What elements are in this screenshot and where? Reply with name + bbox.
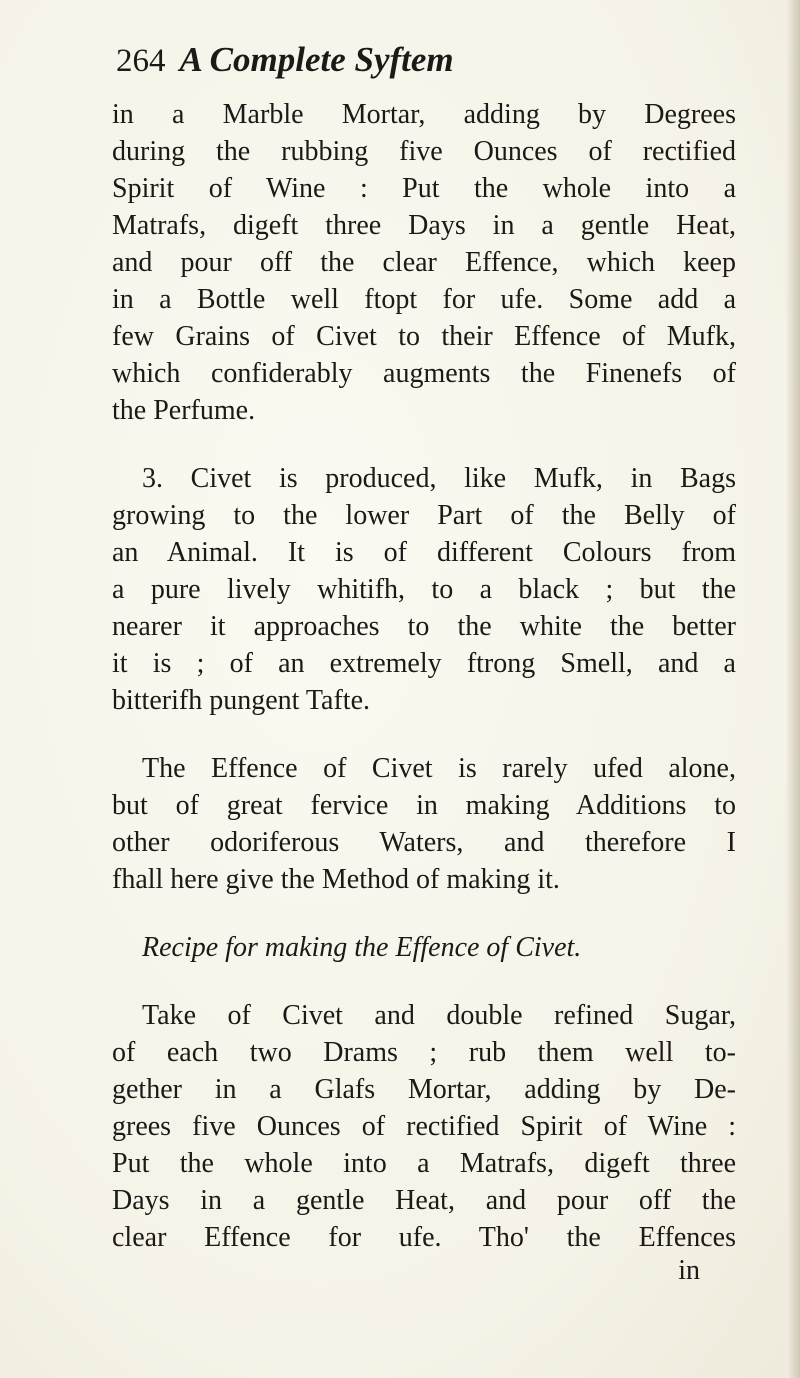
text-line: growing to the lower Part of the Belly of <box>112 500 736 531</box>
text-line: other odoriferous Waters, and therefore I <box>112 827 736 858</box>
paragraph-gap <box>112 898 736 929</box>
text-line: and pour off the clear Effence, which keep <box>112 247 736 278</box>
text-line: a pure lively whitifh, to a black ; but the <box>112 574 736 605</box>
text-line: Matrafs, digeft three Days in a gentle Heat, <box>112 210 736 241</box>
recipe-heading: Recipe for making the Effence of Civet. <box>142 932 582 963</box>
page-edge-shadow <box>786 0 800 1378</box>
text-line: The Effence of Civet is rarely ufed alone, <box>142 753 736 784</box>
running-title: A Complete Syftem <box>179 40 454 79</box>
text-line: fhall here give the Method of making it. <box>112 864 560 895</box>
paragraph-gap <box>112 429 736 460</box>
paragraph-continuation <box>112 96 736 429</box>
text-line: gether in a Glafs Mortar, adding by De- <box>112 1074 736 1105</box>
text-line: of each two Drams ; rub them well to- <box>112 1037 736 1068</box>
text-line: Days in a gentle Heat, and pour off the <box>112 1185 736 1216</box>
paragraph-civet-description <box>112 460 736 719</box>
text-line: grees five Ounces of rectified Spirit of Wine : <box>112 1111 736 1142</box>
text-line: which confiderably augments the Finenefs of <box>112 358 736 389</box>
text-line: Take of Civet and double refined Sugar, <box>142 1000 736 1031</box>
text-line: 3. Civet is produced, like Mufk, in Bags <box>142 463 736 494</box>
text-line: but of great fervice in making Additions to <box>112 790 736 821</box>
text-line: in a Bottle well ftopt for ufe. Some add a <box>112 284 736 315</box>
running-head <box>116 40 716 90</box>
paragraph-gap <box>112 966 736 997</box>
text-line: Put the whole into a Matrafs, digeft three <box>112 1148 736 1179</box>
paragraph-civet-usage <box>112 750 736 898</box>
text-line: during the rubbing five Ounces of rectified <box>112 136 736 167</box>
page-number: 264 <box>116 43 166 79</box>
text-line: an Animal. It is of different Colours from <box>112 537 736 568</box>
text-line: Spirit of Wine : Put the whole into a <box>112 173 736 204</box>
catchword: in <box>678 1255 700 1286</box>
text-line: bitterifh pungent Tafte. <box>112 685 371 716</box>
text-line: it is ; of an extremely ftrong Smell, and a <box>112 648 736 679</box>
paragraph-gap <box>112 719 736 750</box>
text-line: in a Marble Mortar, adding by Degrees <box>112 99 736 130</box>
text-line: few Grains of Civet to their Effence of Mufk, <box>112 321 736 352</box>
text-line: the Perfume. <box>112 395 256 426</box>
body-text <box>112 96 736 1286</box>
text-line: clear Effence for ufe. Tho' the Effences <box>112 1222 736 1253</box>
text-line: nearer it approaches to the white the better <box>112 611 736 642</box>
paragraph-recipe <box>112 997 736 1256</box>
